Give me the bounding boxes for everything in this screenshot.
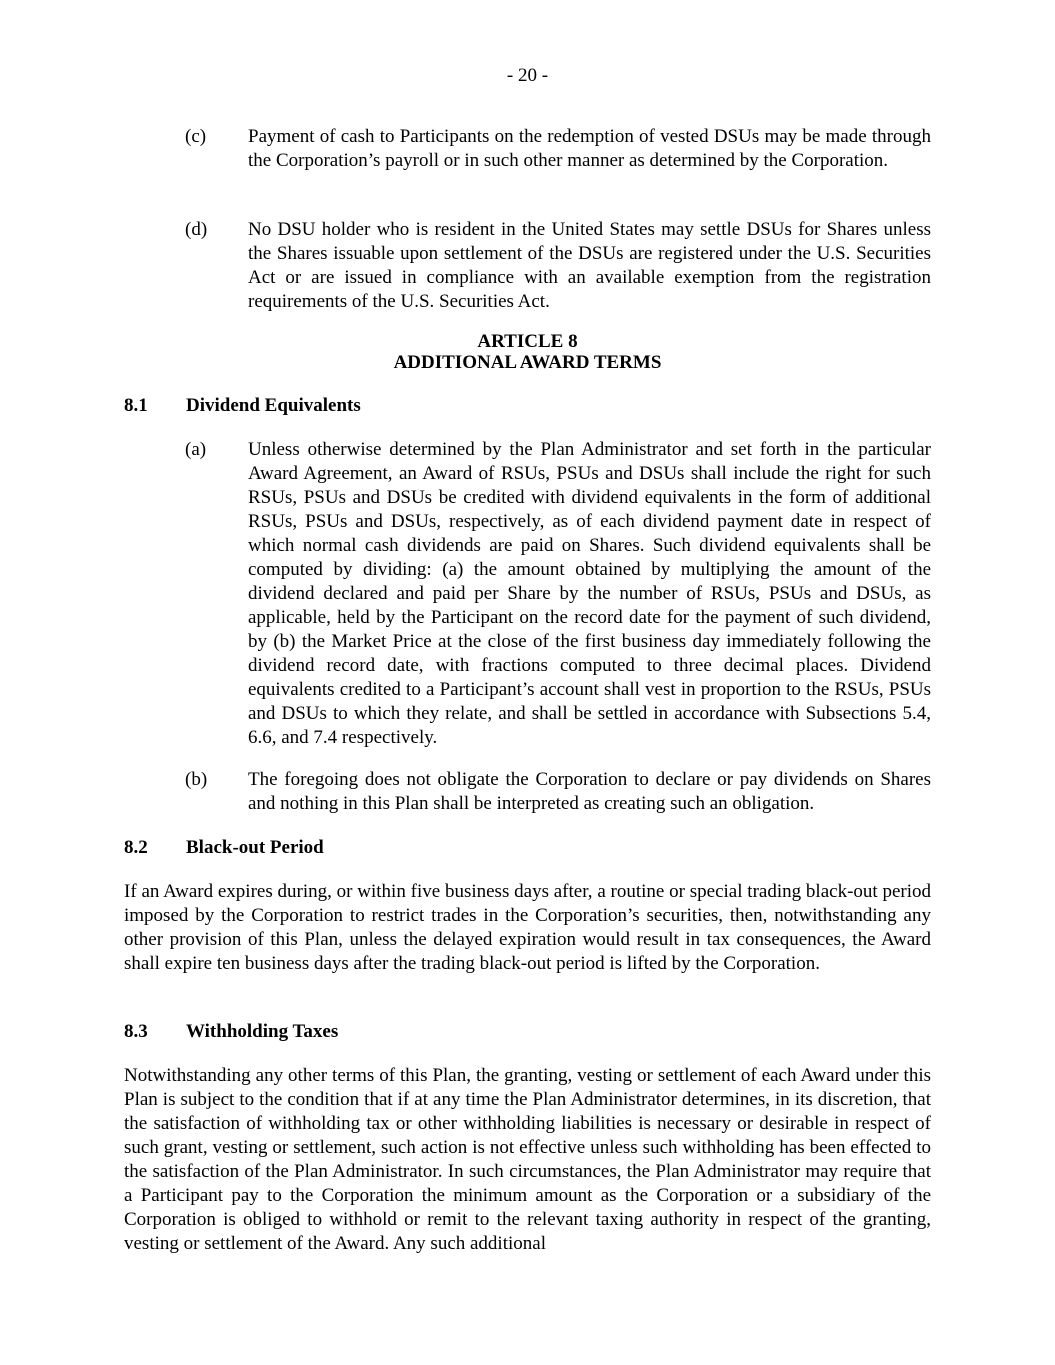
list-item-text: The foregoing does not obligate the Corporation to declare or pay dividends on Shares and nothing in this Plan shall be interpreted as creating such an obligation. <box>248 769 931 814</box>
list-item-label: (a) <box>185 439 207 460</box>
article-number: ARTICLE 8 <box>477 331 578 352</box>
section-title: Withholding Taxes <box>186 1021 339 1042</box>
list-item-text: Payment of cash to Participants on the redemption of vested DSUs may be made through the Corporation’s payroll or in such other manner as determined by the Corporation. <box>248 126 931 171</box>
section-heading-8-3 <box>124 1020 338 1044</box>
article-heading <box>124 331 931 373</box>
section-heading-8-1 <box>124 394 361 418</box>
list-item-label: (d) <box>185 219 208 240</box>
list-item-text: Unless otherwise determined by the Plan Administrator and set forth in the particular Award Agreement, an Award of RSUs, PSUs and DSUs shall include the right for such RSUs, PSUs and DSUs be credited with dividend equivalents in the form of additional RSUs, PSUs and DSUs, respectively, as of each dividend payment date in respect of which normal cash dividends are paid on Shares. Such dividend equivalents shall be computed by dividing: (a) the amount obtained by multiplying the amount of the dividend declared and paid per Share by the number of RSUs, PSUs and DSUs, as applicable, held by the Participant on the record date for the payment of such dividend, by (b) the Market Price at the close of the first business day immediately following the dividend record date, with fractions computed to three decimal places. Dividend equivalents credited to a Participant’s account shall vest in proportion to the RSUs, PSUs and DSUs to which they relate, and shall be settled in accordance with Subsections 5.4, 6.6, and 7.4 respectively. <box>248 439 931 748</box>
paragraph-black-out-period: If an Award expires during, or within five business days after, a routine or special trading black-out period imposed by the Corporation to restrict trades in the Corporation’s securities, then, notwithstanding any other provision of this Plan, unless the delayed expiration would result in tax consequences, the Award shall expire ten business days after the trading black-out period is lifted by the Corporation. <box>124 881 931 974</box>
list-item-label: (b) <box>185 769 208 790</box>
section-number: 8.2 <box>124 837 148 858</box>
article-title: ADDITIONAL AWARD TERMS <box>393 352 662 373</box>
list-item-label: (c) <box>185 126 207 147</box>
section-title: Dividend Equivalents <box>186 395 361 416</box>
section-title: Black-out Period <box>186 837 324 858</box>
list-item-text: No DSU holder who is resident in the United States may settle DSUs for Shares unless the Shares issuable upon settlement of the DSUs are registered under the U.S. Securities Act or are issued in compliance with an available exemption from the registration requirements of the U.S. Securities Act. <box>248 219 931 312</box>
section-heading-8-2 <box>124 836 324 860</box>
page-number: - 20 - <box>506 65 549 86</box>
section-number: 8.1 <box>124 395 148 416</box>
section-number: 8.3 <box>124 1021 148 1042</box>
paragraph-withholding-taxes: Notwithstanding any other terms of this Plan, the granting, vesting or settlement of each Award under this Plan is subject to the condition that if at any time the Plan Administrator determines, in its discretion, that the satisfaction of withholding tax or other withholding liabilities is necessary or desirable in respect of such grant, vesting or settlement, such action is not effective unless such withholding has been effected to the satisfaction of the Plan Administrator. In such circumstances, the Plan Administrator may require that a Participant pay to the Corporation the minimum amount as the Corporation or a subsidiary of the Corporation is obliged to withhold or remit to the relevant taxing authority in respect of the granting, vesting or settlement of the Award. Any such additional <box>124 1065 931 1254</box>
